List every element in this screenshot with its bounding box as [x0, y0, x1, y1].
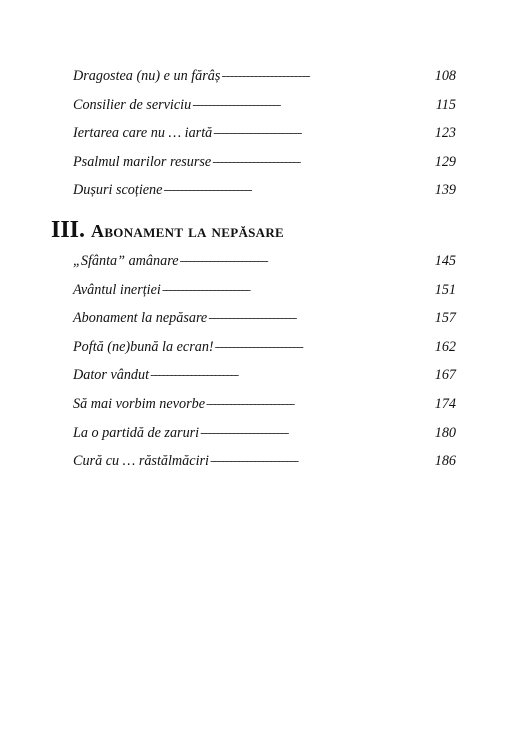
toc-entry-page: 180 [434, 424, 456, 441]
toc-dot-leader [180, 251, 433, 265]
toc-list-top [73, 66, 456, 209]
toc-entry-title: „Sfânta” amânare [73, 253, 179, 269]
toc-entry-page: 123 [434, 125, 456, 142]
toc-entry [73, 95, 456, 124]
toc-dot-leader [212, 152, 433, 166]
toc-entry-page: 145 [434, 253, 456, 269]
toc-entry-title: Consilier de serviciu [73, 96, 192, 113]
toc-entry [73, 251, 456, 280]
toc-dot-leader [163, 180, 432, 194]
toc-entry-page: 167 [434, 367, 456, 384]
toc-entry [73, 394, 456, 423]
toc-entry-title: Poftă (ne)bună la ecran! [73, 338, 214, 355]
toc-entry-page: 151 [434, 281, 456, 298]
toc-entry-title: Cură cu … răstălmăciri [73, 453, 209, 470]
toc-dot-leader [206, 394, 433, 408]
toc-entry-page: 115 [435, 96, 456, 113]
toc-entry-page: 108 [434, 68, 456, 84]
toc-entry-title: Iertarea care nu … iartă [73, 125, 213, 142]
toc-entry [73, 280, 456, 309]
toc-entry-page: 186 [434, 453, 456, 470]
toc-entry [73, 152, 456, 181]
toc-dot-leader [208, 308, 432, 322]
toc-entry [73, 66, 456, 95]
toc-dot-leader [210, 451, 433, 465]
toc-entry [73, 365, 456, 394]
toc-list-bottom [73, 251, 456, 480]
toc-entry [73, 451, 456, 480]
toc-dot-leader [215, 337, 433, 351]
toc-entry-page: 139 [434, 182, 456, 199]
toc-entry-title: Avântul inerției [73, 281, 161, 298]
toc-entry [73, 423, 456, 452]
toc-entry-title: Dragostea (nu) e un fărâș [73, 68, 221, 84]
toc-dot-leader [213, 123, 432, 137]
toc-entry [73, 337, 456, 366]
section-separator: . [79, 217, 92, 243]
toc-entry [73, 180, 456, 209]
toc-dot-leader [192, 95, 434, 109]
toc-entry-page: 129 [434, 153, 456, 170]
toc-entry [73, 308, 456, 337]
toc-entry-title: La o partidă de zaruri [73, 424, 200, 441]
toc-entry-title: Abonament la nepăsare [73, 310, 208, 327]
toc-entry [73, 123, 456, 152]
toc-entry-page: 162 [434, 338, 456, 355]
toc-entry-title: Dușuri scoțiene [73, 182, 163, 199]
toc-entry-page: 157 [434, 310, 456, 327]
toc-entry-title: Dator vândut [73, 367, 150, 384]
section-title: Abonament la nepăsare [91, 221, 285, 241]
toc-entry-title: Psalmul marilor resurse [73, 153, 212, 170]
section-numeral: III [51, 217, 80, 243]
section-heading [51, 218, 284, 242]
toc-dot-leader [162, 280, 433, 294]
toc-dot-leader [221, 66, 432, 80]
toc-entry-page: 174 [434, 395, 456, 412]
toc-dot-leader [200, 423, 433, 437]
toc-dot-leader [150, 365, 433, 379]
toc-entry-title: Să mai vorbim nevorbe [73, 395, 205, 412]
